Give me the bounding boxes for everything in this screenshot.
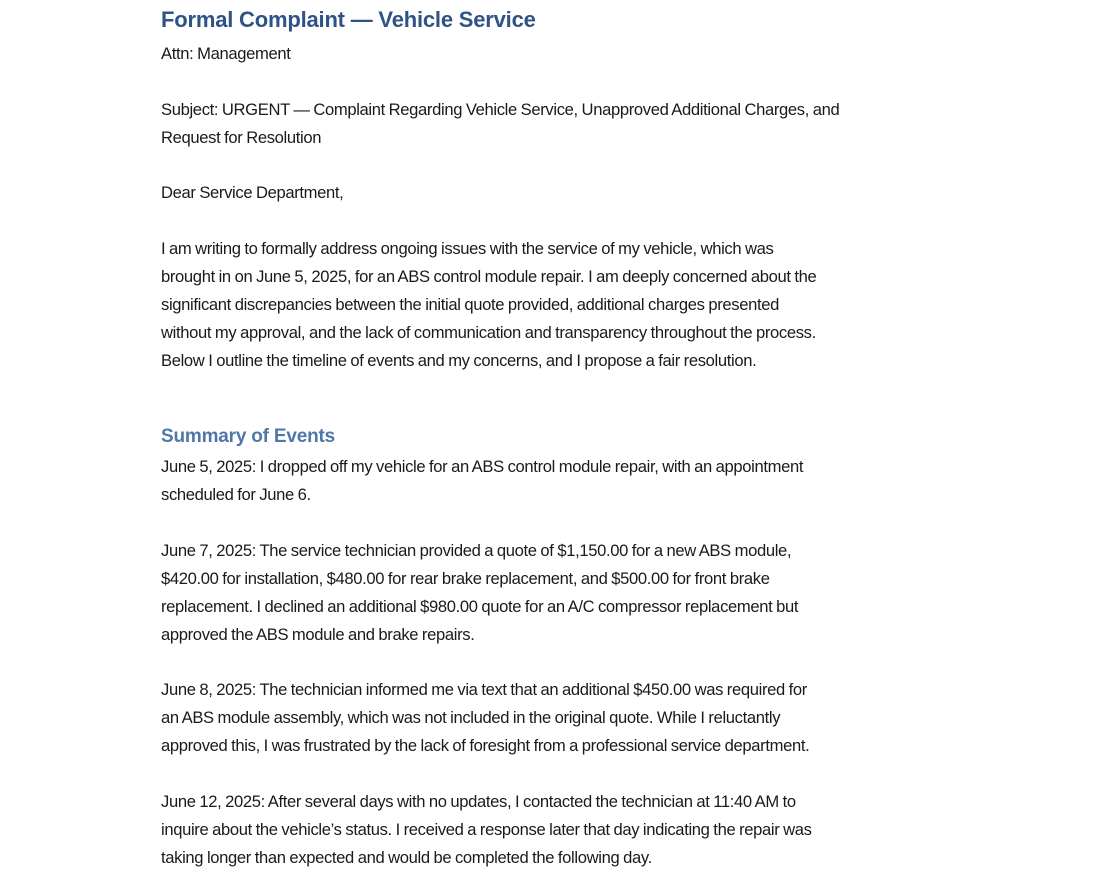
event-line: replacement. I declined an additional $980.00 quote for an A/C compressor replacement but — [161, 597, 799, 616]
attn-text: Attn: Management — [161, 44, 291, 63]
intro-line: I am writing to formally address ongoing issues with the service of my vehicle, which was — [161, 239, 774, 258]
intro-line: significant discrepancies between the initial quote provided, additional charges presented — [161, 295, 780, 314]
event-line: taking longer than expected and would be completed the following day. — [161, 848, 652, 867]
subject-line: Request for Resolution — [161, 128, 322, 147]
section-heading-summary: Summary of Events — [161, 426, 335, 447]
event-line: approved this, I was frustrated by the lack of foresight from a professional service department. — [161, 736, 810, 755]
event-line: June 5, 2025: I dropped off my vehicle for an ABS control module repair, with an appointment — [161, 457, 804, 476]
event-line: scheduled for June 6. — [161, 485, 311, 504]
salutation-text: Dear Service Department, — [161, 183, 344, 202]
event-line: $420.00 for installation, $480.00 for rear brake replacement, and $500.00 for front brake — [161, 569, 770, 588]
intro-line: Below I outline the timeline of events and my concerns, and I propose a fair resolution. — [161, 351, 757, 370]
attn-line — [161, 40, 291, 68]
event-line: approved the ABS module and brake repairs. — [161, 625, 475, 644]
event-line: June 7, 2025: The service technician provided a quote of $1,150.00 for a new ABS module, — [161, 541, 792, 560]
event-june-5 — [161, 453, 803, 509]
event-june-12 — [161, 788, 812, 872]
event-line: inquire about the vehicle’s status. I received a response later that day indicating the repair was — [161, 820, 812, 839]
subject-line: Subject: URGENT — Complaint Regarding Vehicle Service, Unapproved Additional Charges, and — [161, 100, 840, 119]
intro-line: brought in on June 5, 2025, for an ABS control module repair. I am deeply concerned about the — [161, 267, 817, 286]
event-line: an ABS module assembly, which was not included in the original quote. While I reluctantly — [161, 708, 781, 727]
event-june-7 — [161, 537, 798, 649]
event-line: June 12, 2025: After several days with no updates, I contacted the technician at 11:40 AM to — [161, 792, 796, 811]
intro-paragraph — [161, 235, 816, 375]
event-line: June 8, 2025: The technician informed me via text that an additional $450.00 was required for — [161, 680, 807, 699]
event-june-8 — [161, 676, 809, 760]
document-title: Formal Complaint — Vehicle Service — [161, 7, 536, 32]
intro-line: without my approval, and the lack of communication and transparency throughout the process. — [161, 323, 816, 342]
salutation — [161, 179, 343, 207]
subject-paragraph — [161, 96, 839, 152]
